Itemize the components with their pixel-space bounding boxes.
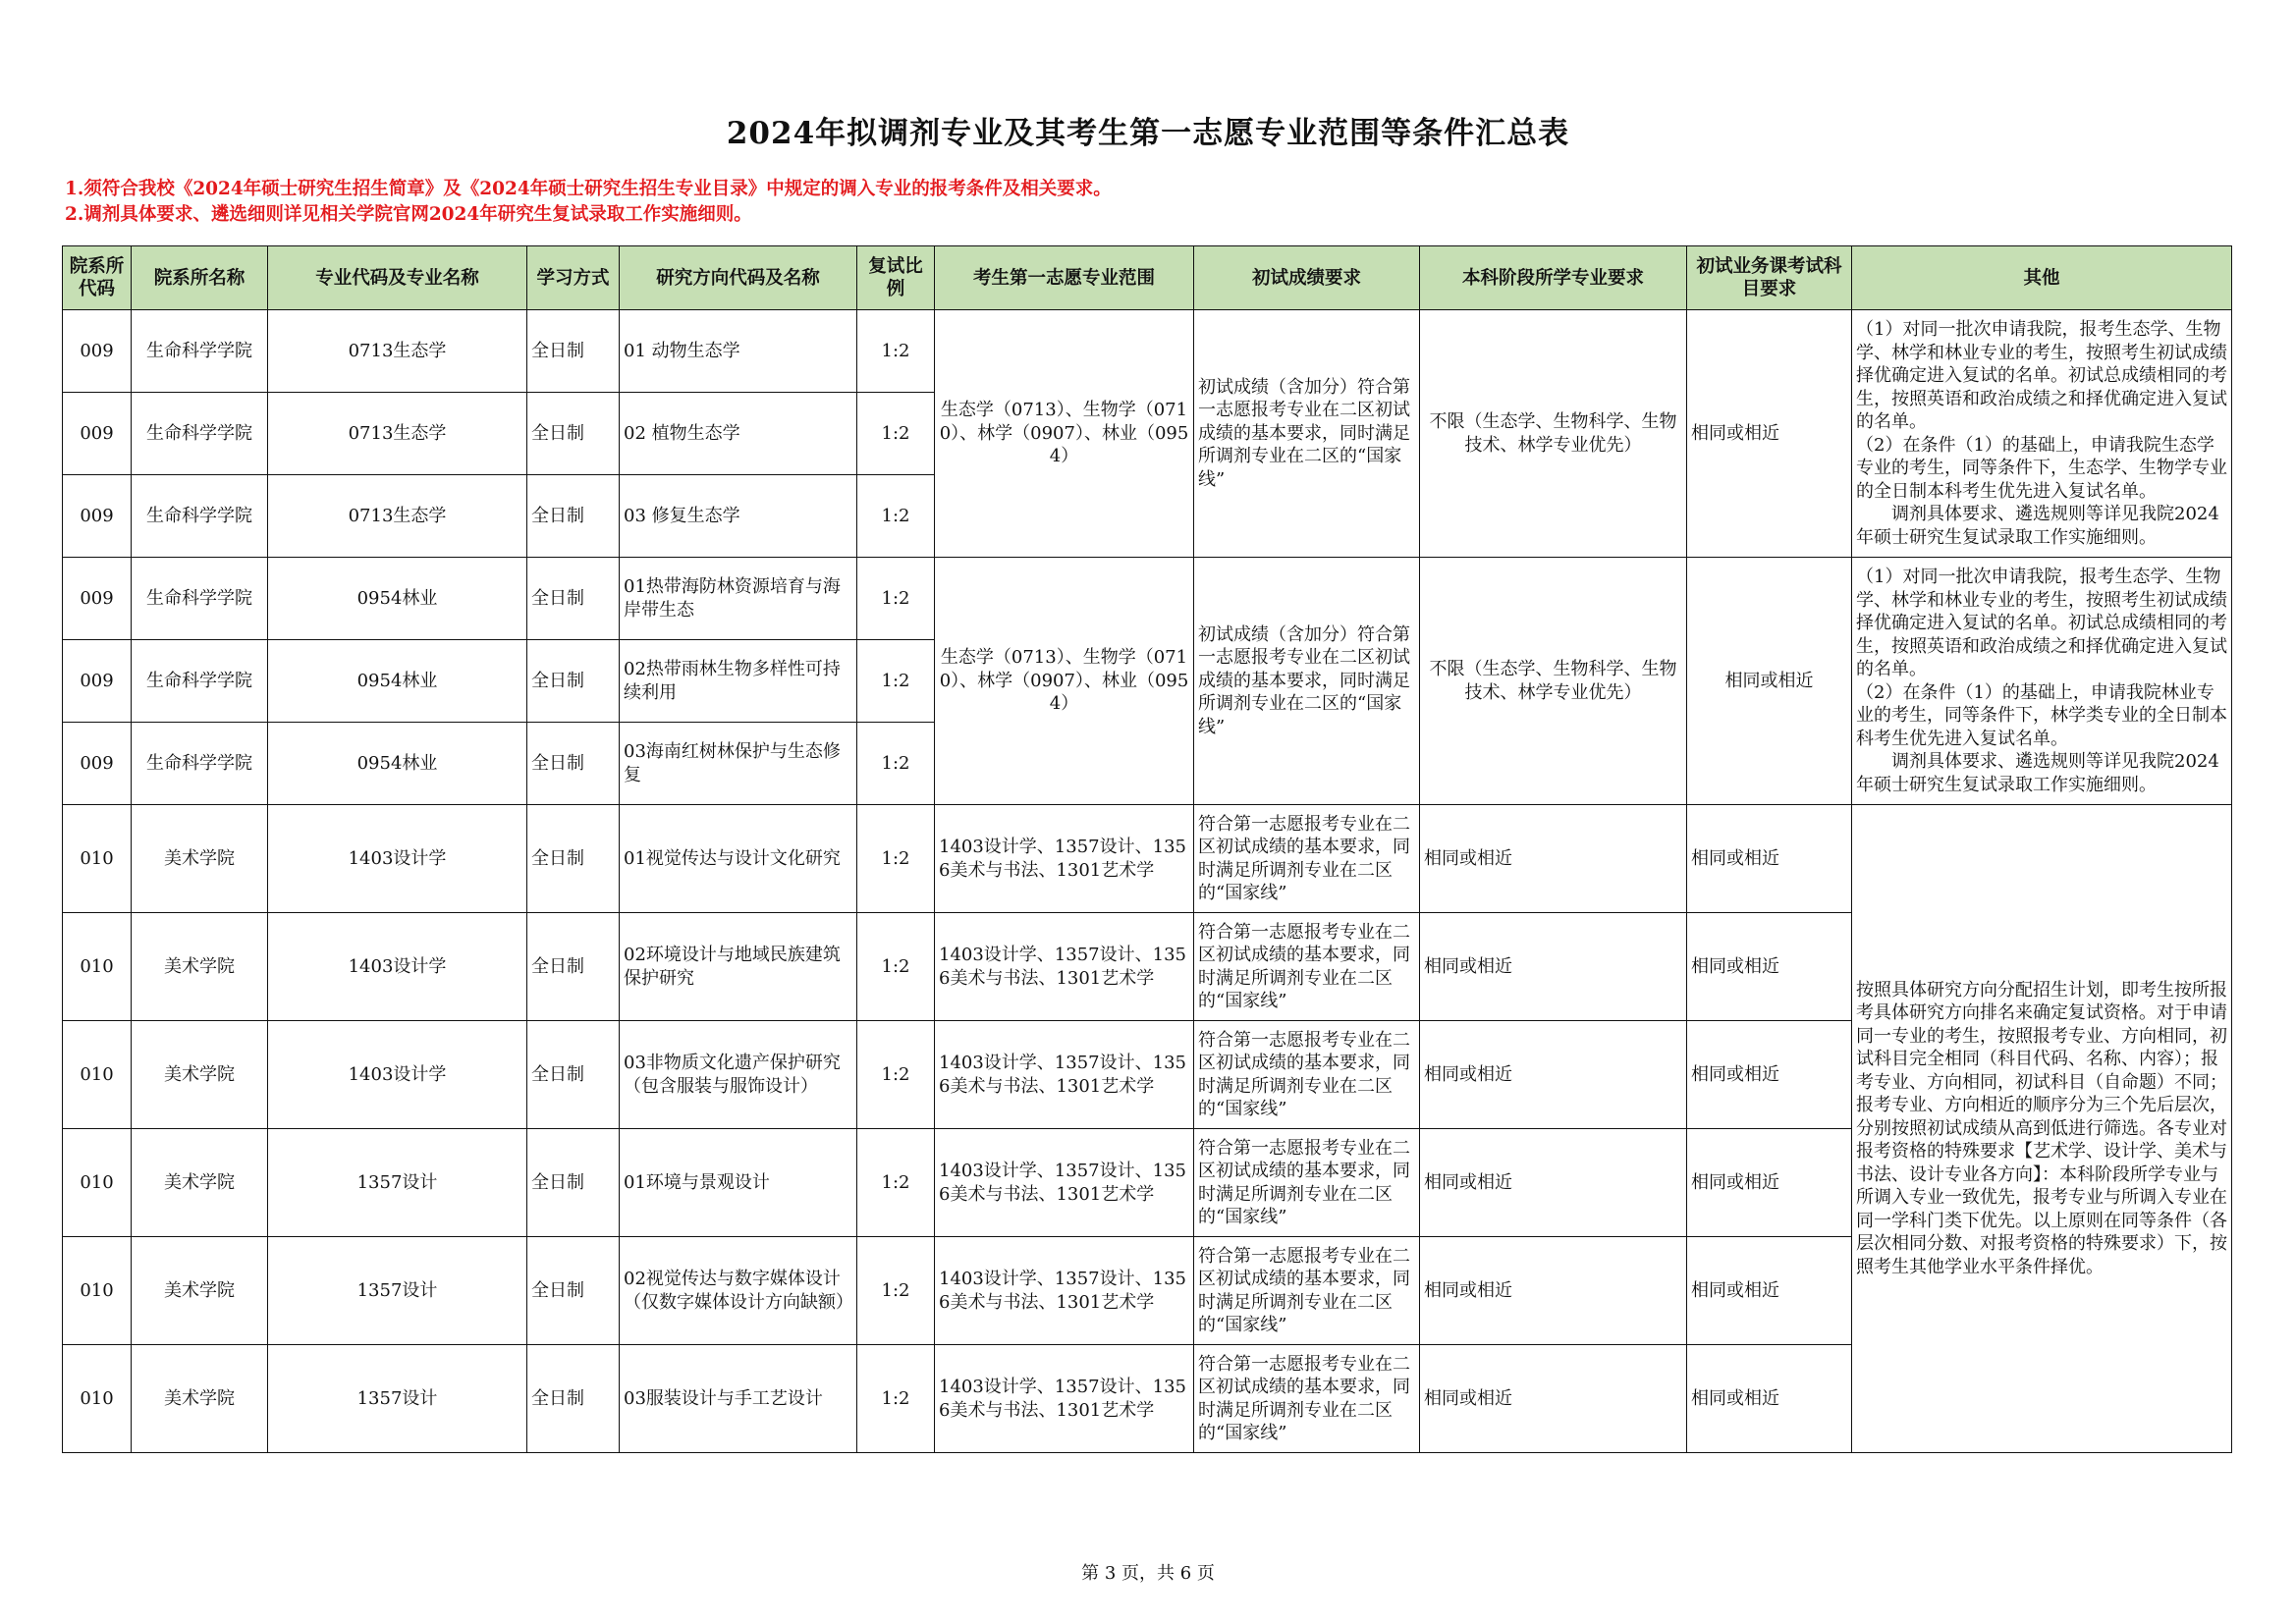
study-mode-cell: 全日制 (527, 640, 620, 723)
direction-cell: 03海南红树林保护与生态修复 (620, 723, 857, 805)
study-mode-cell: 全日制 (527, 1021, 620, 1129)
dept-code-cell: 009 (63, 475, 132, 558)
header-row (63, 246, 2232, 310)
major-cell: 0954林业 (268, 558, 527, 640)
subject-requirement-cell: 相同或相近 (1687, 805, 1852, 913)
score-requirement-cell: 符合第一志愿报考专业在二区初试成绩的基本要求，同时满足所调剂专业在二区的“国家线” (1194, 1129, 1420, 1237)
subject-requirement-cell: 相同或相近 (1687, 1237, 1852, 1345)
direction-cell: 02环境设计与地域民族建筑保护研究 (620, 913, 857, 1021)
subject-requirement-cell: 相同或相近 (1687, 913, 1852, 1021)
subject-requirement-cell: 相同或相近 (1687, 1345, 1852, 1453)
note-1: 1.须符合我校《2024年硕士研究生招生简章》及《2024年硕士研究生招生专业目录》中规定的调入专业的报考条件及相关要求。 (65, 179, 1112, 199)
score-requirement-cell: 符合第一志愿报考专业在二区初试成绩的基本要求，同时满足所调剂专业在二区的“国家线” (1194, 1237, 1420, 1345)
subject-requirement-cell: 相同或相近 (1687, 310, 1852, 558)
dept-code-cell: 009 (63, 393, 132, 475)
header-cell: 考生第一志愿专业范围 (935, 246, 1194, 310)
other-cell: （1）对同一批次申请我院，报考生态学、生物学、林学和林业专业的考生，按照考生初试成绩择优确定进入复试的名单。初试总成绩相同的考生，按照英语和政治成绩之和择优确定进入复试的名单。 （2）在条件（1）的基础上，申请我院林业专业的考生，同等条件下，林学类专业的全日制本科考生优先进入复试名单。 调剂具体要求、遴选规则等详见我院2024年硕士研究生复试录取工作实施细则。 (1852, 558, 2232, 805)
dept-name-cell: 美术学院 (132, 1237, 268, 1345)
first-choice-cell: 生态学（0713）、生物学（0710）、林学（0907）、林业（0954） (935, 558, 1194, 805)
direction-cell: 02热带雨林生物多样性可持续利用 (620, 640, 857, 723)
undergrad-requirement-cell: 相同或相近 (1420, 913, 1687, 1021)
other-cell: 按照具体研究方向分配招生计划，即考生按所报考具体研究方向排名来确定复试资格。对于申请同一专业的考生，按照报考专业、方向相同，初试科目完全相同（科目代码、名称、内容）；报考专业、方向相同，初试科目（自命题）不同；报考专业、方向相近的顺序分为三个先后层次，分别按照初试成绩从高到低进行筛选。各专业对报考资格的特殊要求【艺术学、设计学、美术与书法、设计专业各方向】：本科阶段所学专业与所调入专业一致优先，报考专业与所调入专业在同一学科门类下优先。以上原则在同等条件（各层次相同分数、对报考资格的特殊要求）下，按照考生其他学业水平条件择优。 (1852, 805, 2232, 1453)
direction-cell: 03服装设计与手工艺设计 (620, 1345, 857, 1453)
table-row (63, 310, 2232, 393)
major-cell: 1357设计 (268, 1345, 527, 1453)
direction-cell: 03非物质文化遗产保护研究（包含服装与服饰设计） (620, 1021, 857, 1129)
major-cell: 1357设计 (268, 1129, 527, 1237)
ratio-cell: 1:2 (857, 558, 935, 640)
undergrad-requirement-cell: 相同或相近 (1420, 1129, 1687, 1237)
dept-name-cell: 生命科学学院 (132, 558, 268, 640)
dept-code-cell: 010 (63, 913, 132, 1021)
major-cell: 1403设计学 (268, 913, 527, 1021)
dept-name-cell: 生命科学学院 (132, 393, 268, 475)
undergrad-requirement-cell: 相同或相近 (1420, 1345, 1687, 1453)
score-requirement-cell: 符合第一志愿报考专业在二区初试成绩的基本要求，同时满足所调剂专业在二区的“国家线” (1194, 1345, 1420, 1453)
first-choice-cell: 1403设计学、1357设计、1356美术与书法、1301艺术学 (935, 1129, 1194, 1237)
undergrad-requirement-cell: 相同或相近 (1420, 1021, 1687, 1129)
direction-cell: 01环境与景观设计 (620, 1129, 857, 1237)
direction-cell: 03 修复生态学 (620, 475, 857, 558)
dept-code-cell: 010 (63, 805, 132, 913)
major-cell: 0713生态学 (268, 310, 527, 393)
dept-name-cell: 美术学院 (132, 1021, 268, 1129)
summary-table (62, 245, 2232, 1453)
first-choice-cell: 1403设计学、1357设计、1356美术与书法、1301艺术学 (935, 1345, 1194, 1453)
study-mode-cell: 全日制 (527, 310, 620, 393)
dept-name-cell: 美术学院 (132, 1129, 268, 1237)
score-requirement-cell: 符合第一志愿报考专业在二区初试成绩的基本要求，同时满足所调剂专业在二区的“国家线” (1194, 913, 1420, 1021)
header-cell: 初试成绩要求 (1194, 246, 1420, 310)
major-cell: 0954林业 (268, 723, 527, 805)
major-cell: 1403设计学 (268, 805, 527, 913)
dept-name-cell: 生命科学学院 (132, 723, 268, 805)
table-row (63, 558, 2232, 640)
study-mode-cell: 全日制 (527, 558, 620, 640)
header-cell: 院系所名称 (132, 246, 268, 310)
undergrad-requirement-cell: 相同或相近 (1420, 805, 1687, 913)
study-mode-cell: 全日制 (527, 393, 620, 475)
header-cell: 本科阶段所学专业要求 (1420, 246, 1687, 310)
study-mode-cell: 全日制 (527, 1237, 620, 1345)
header-cell: 复试比例 (857, 246, 935, 310)
major-cell: 0954林业 (268, 640, 527, 723)
header-cell: 研究方向代码及名称 (620, 246, 857, 310)
direction-cell: 02 植物生态学 (620, 393, 857, 475)
dept-code-cell: 010 (63, 1021, 132, 1129)
first-choice-cell: 生态学（0713）、生物学（0710）、林学（0907）、林业（0954） (935, 310, 1194, 558)
first-choice-cell: 1403设计学、1357设计、1356美术与书法、1301艺术学 (935, 1237, 1194, 1345)
major-cell: 1357设计 (268, 1237, 527, 1345)
ratio-cell: 1:2 (857, 1345, 935, 1453)
dept-name-cell: 美术学院 (132, 805, 268, 913)
direction-cell: 01 动物生态学 (620, 310, 857, 393)
study-mode-cell: 全日制 (527, 913, 620, 1021)
study-mode-cell: 全日制 (527, 1345, 620, 1453)
dept-name-cell: 美术学院 (132, 913, 268, 1021)
study-mode-cell: 全日制 (527, 805, 620, 913)
ratio-cell: 1:2 (857, 640, 935, 723)
major-cell: 1403设计学 (268, 1021, 527, 1129)
subject-requirement-cell: 相同或相近 (1687, 1129, 1852, 1237)
direction-cell: 01视觉传达与设计文化研究 (620, 805, 857, 913)
first-choice-cell: 1403设计学、1357设计、1356美术与书法、1301艺术学 (935, 913, 1194, 1021)
header-cell: 院系所代码 (63, 246, 132, 310)
dept-code-cell: 010 (63, 1237, 132, 1345)
first-choice-cell: 1403设计学、1357设计、1356美术与书法、1301艺术学 (935, 805, 1194, 913)
direction-cell: 01热带海防林资源培育与海岸带生态 (620, 558, 857, 640)
major-cell: 0713生态学 (268, 475, 527, 558)
dept-name-cell: 美术学院 (132, 1345, 268, 1453)
study-mode-cell: 全日制 (527, 475, 620, 558)
dept-code-cell: 009 (63, 310, 132, 393)
score-requirement-cell: 符合第一志愿报考专业在二区初试成绩的基本要求，同时满足所调剂专业在二区的“国家线” (1194, 805, 1420, 913)
score-requirement-cell: 初试成绩（含加分）符合第一志愿报考专业在二区初试成绩的基本要求，同时满足所调剂专业在二区的“国家线” (1194, 310, 1420, 558)
ratio-cell: 1:2 (857, 1129, 935, 1237)
ratio-cell: 1:2 (857, 805, 935, 913)
dept-code-cell: 009 (63, 558, 132, 640)
ratio-cell: 1:2 (857, 913, 935, 1021)
dept-code-cell: 009 (63, 723, 132, 805)
page-title: 2024年拟调剂专业及其考生第一志愿专业范围等条件汇总表 (726, 116, 1570, 151)
undergrad-requirement-cell: 不限（生态学、生物科学、生物技术、林学专业优先） (1420, 310, 1687, 558)
dept-code-cell: 009 (63, 640, 132, 723)
ratio-cell: 1:2 (857, 475, 935, 558)
ratio-cell: 1:2 (857, 1237, 935, 1345)
header-cell: 初试业务课考试科目要求 (1687, 246, 1852, 310)
notes (65, 177, 1112, 228)
first-choice-cell: 1403设计学、1357设计、1356美术与书法、1301艺术学 (935, 1021, 1194, 1129)
dept-code-cell: 010 (63, 1345, 132, 1453)
study-mode-cell: 全日制 (527, 1129, 620, 1237)
dept-name-cell: 生命科学学院 (132, 640, 268, 723)
ratio-cell: 1:2 (857, 1021, 935, 1129)
score-requirement-cell: 符合第一志愿报考专业在二区初试成绩的基本要求，同时满足所调剂专业在二区的“国家线” (1194, 1021, 1420, 1129)
page-number: 第 3 页，共 6 页 (1081, 1563, 1215, 1584)
header-cell: 其他 (1852, 246, 2232, 310)
subject-requirement-cell: 相同或相近 (1687, 1021, 1852, 1129)
table-row (63, 805, 2232, 913)
undergrad-requirement-cell: 不限（生态学、生物科学、生物技术、林学专业优先） (1420, 558, 1687, 805)
ratio-cell: 1:2 (857, 393, 935, 475)
score-requirement-cell: 初试成绩（含加分）符合第一志愿报考专业在二区初试成绩的基本要求，同时满足所调剂专业在二区的“国家线” (1194, 558, 1420, 805)
note-2: 2.调剂具体要求、遴选细则详见相关学院官网2024年研究生复试录取工作实施细则。 (65, 204, 752, 225)
header-cell: 专业代码及专业名称 (268, 246, 527, 310)
header-cell: 学习方式 (527, 246, 620, 310)
dept-code-cell: 010 (63, 1129, 132, 1237)
undergrad-requirement-cell: 相同或相近 (1420, 1237, 1687, 1345)
ratio-cell: 1:2 (857, 310, 935, 393)
ratio-cell: 1:2 (857, 723, 935, 805)
other-cell: （1）对同一批次申请我院，报考生态学、生物学、林学和林业专业的考生，按照考生初试成绩择优确定进入复试的名单。初试总成绩相同的考生，按照英语和政治成绩之和择优确定进入复试的名单。 （2）在条件（1）的基础上，申请我院生态学专业的考生，同等条件下，生态学、生物学专业的全日制本科考生优先进入复试名单。 调剂具体要求、遴选规则等详见我院2024年硕士研究生复试录取工作实施细则。 (1852, 310, 2232, 558)
subject-requirement-cell: 相同或相近 (1687, 558, 1852, 805)
dept-name-cell: 生命科学学院 (132, 475, 268, 558)
major-cell: 0713生态学 (268, 393, 527, 475)
study-mode-cell: 全日制 (527, 723, 620, 805)
direction-cell: 02视觉传达与数字媒体设计（仅数字媒体设计方向缺额） (620, 1237, 857, 1345)
dept-name-cell: 生命科学学院 (132, 310, 268, 393)
